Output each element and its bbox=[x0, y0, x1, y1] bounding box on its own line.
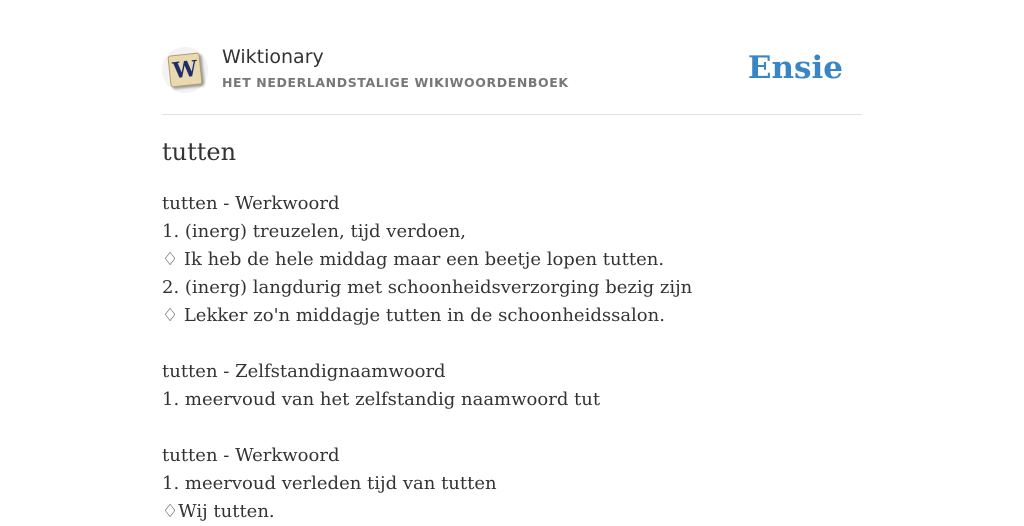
definition-line: 1. meervoud verleden tijd van tutten bbox=[162, 473, 497, 494]
definition-line: 1. meervoud van het zelfstandig naamwoord tut bbox=[162, 389, 601, 410]
wiktionary-logo-icon[interactable] bbox=[162, 47, 208, 93]
example-line: ♢ Ik heb de hele middag maar een beetje lopen tutten. bbox=[162, 249, 665, 270]
example-line: ♢Wij tutten. bbox=[162, 501, 275, 522]
definition-line: 2. (inerg) langdurig met schoonheidsverzorging bezig zijn bbox=[162, 277, 693, 298]
logo-letter: W bbox=[167, 52, 202, 87]
site-tagline: HET NEDERLANDSTALIGE WIKIWOORDENBOEK bbox=[222, 75, 569, 90]
page-container bbox=[162, 0, 862, 522]
entry-spacer bbox=[162, 414, 862, 442]
site-name[interactable]: Wiktionary bbox=[222, 46, 324, 68]
definition-line: 1. (inerg) treuzelen, tijd verdoen, bbox=[162, 221, 467, 242]
entry-heading: tutten - Zelfstandignaamwoord bbox=[162, 361, 446, 382]
entry-spacer bbox=[162, 330, 862, 358]
definition-entry bbox=[162, 442, 862, 526]
page-title: tutten bbox=[162, 138, 237, 166]
definition-entry bbox=[162, 358, 862, 414]
entry-heading: tutten - Werkwoord bbox=[162, 193, 340, 214]
entry-heading: tutten - Werkwoord bbox=[162, 445, 340, 466]
site-header bbox=[162, 0, 862, 115]
example-line: ♢ Lekker zo'n middagje tutten in de schoonheidssalon. bbox=[162, 305, 665, 326]
definition-list bbox=[162, 190, 862, 526]
definition-entry bbox=[162, 190, 862, 330]
ensie-brand-link[interactable]: Ensie bbox=[747, 50, 843, 86]
